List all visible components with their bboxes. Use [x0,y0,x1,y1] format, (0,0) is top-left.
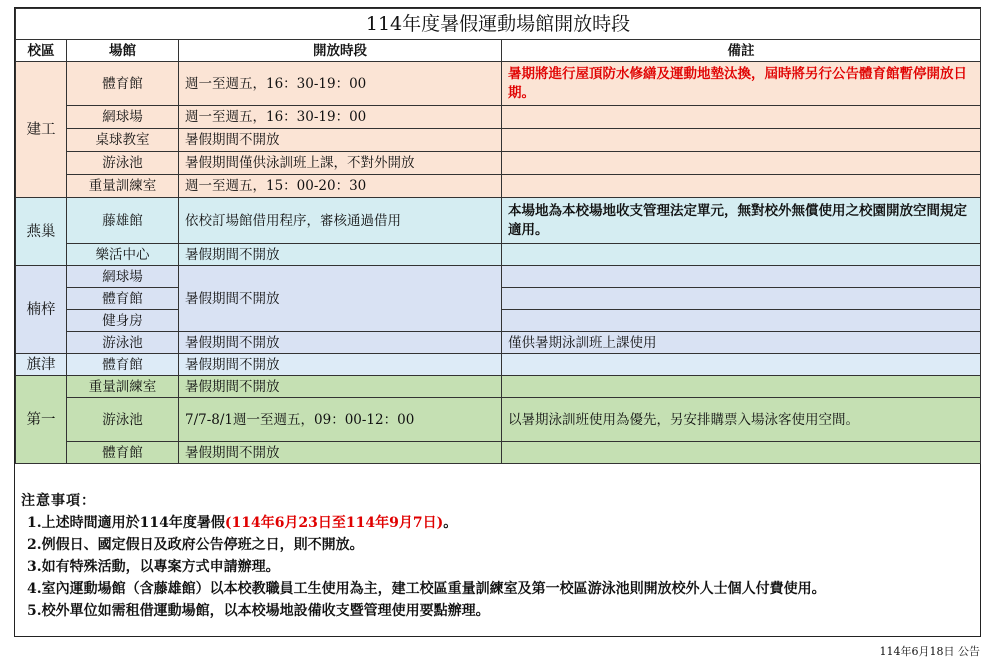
header-notes: 備註 [502,40,981,62]
title-row [16,9,981,40]
table-row [16,129,981,152]
note-cell [502,288,981,310]
hours-cell: 週一至週五，15：00-20：30 [179,175,502,198]
note-cell: 以暑期泳訓班使用為優先，另安排購票入場泳客使用空間。 [502,398,981,442]
notice-item: 2.例假日、國定假日及政府公告停班之日，則不開放。 [27,537,364,553]
table-row [16,376,981,398]
table-row [16,62,981,106]
campus-cell: 旗津 [16,354,67,376]
hours-cell: 暑假期間不開放 [179,376,502,398]
hours-cell: 暑假期間不開放 [179,354,502,376]
note-cell [502,244,981,266]
hours-cell: 依校訂場館借用程序，審核通過借用 [179,198,502,244]
header-venue: 場館 [67,40,179,62]
notice-date-range: (114年6月23日至114年9月7日) [224,515,444,531]
hours-cell: 暑假期間不開放 [179,442,502,464]
venue-cell: 網球場 [67,106,179,129]
hours-cell: 暑假期間不開放 [179,266,502,332]
notice-item: 3.如有特殊活動，以專案方式申請辦理。 [27,559,280,575]
venue-cell: 樂活中心 [67,244,179,266]
notice-list [21,514,971,620]
page-title: 114年度暑假運動場館開放時段 [16,9,981,40]
note-cell [502,266,981,288]
hours-cell: 7/7-8/1週一至週五，09：00-12：00 [179,398,502,442]
hours-cell: 暑假期間僅供泳訓班上課，不對外開放 [179,152,502,175]
hours-cell: 週一至週五，16：30-19：00 [179,62,502,106]
note-cell [502,310,981,332]
table-row [16,198,981,244]
notice-item-text: 1.上述時間適用於114年度暑假 [27,515,225,531]
venue-cell: 游泳池 [67,398,179,442]
campus-cell: 建工 [16,62,67,198]
campus-cell: 第一 [16,376,67,464]
note-cell [502,376,981,398]
note-cell [502,106,981,129]
notice-item: 4.室內運動場館（含藤雄館）以本校教職員工生使用為主，建工校區重量訓練室及第一校區游泳池則開放校外人士個人付費使用。 [27,581,826,597]
note-cell: 本場地為本校場地收支管理法定單元，無對校外無償使用之校園開放空間規定適用。 [502,198,981,244]
venue-cell: 藤雄館 [67,198,179,244]
notice-item [27,514,971,532]
table-row [16,266,981,288]
venue-cell: 游泳池 [67,332,179,354]
notice-title: 注意事項： [21,493,96,509]
venue-cell: 重量訓練室 [67,376,179,398]
note-cell [502,354,981,376]
announcement-date: 114年6月18日 公告 [879,645,980,658]
venue-cell: 健身房 [67,310,179,332]
hours-cell: 暑假期間不開放 [179,244,502,266]
table-row [16,106,981,129]
schedule-sheet [14,7,981,637]
notice-item-text: 。 [443,515,458,531]
table-row [16,175,981,198]
note-cell [502,129,981,152]
hours-cell: 暑假期間不開放 [179,129,502,152]
note-cell: 僅供暑期泳訓班上課使用 [502,332,981,354]
table-row [16,398,981,442]
venue-cell: 體育館 [67,62,179,106]
table-row [16,442,981,464]
header-campus: 校區 [16,40,67,62]
campus-cell: 燕巢 [16,198,67,266]
hours-cell: 週一至週五，16：30-19：00 [179,106,502,129]
table-row [16,332,981,354]
header-row [16,40,981,62]
note-cell [502,152,981,175]
schedule-table [15,8,981,464]
note-cell [502,175,981,198]
campus-cell: 楠梓 [16,266,67,354]
venue-cell: 網球場 [67,266,179,288]
table-row [16,152,981,175]
note-cell [502,442,981,464]
venue-cell: 體育館 [67,288,179,310]
venue-cell: 體育館 [67,442,179,464]
venue-cell: 重量訓練室 [67,175,179,198]
table-row [16,244,981,266]
hours-cell: 暑假期間不開放 [179,332,502,354]
header-hours: 開放時段 [179,40,502,62]
notice-item: 5.校外單位如需租借運動場館，以本校場地設備收支暨管理使用要點辦理。 [27,603,490,619]
venue-cell: 桌球教室 [67,129,179,152]
note-cell: 暑期將進行屋頂防水修繕及運動地墊汰換，屆時將另行公告體育館暫停開放日期。 [502,62,981,106]
venue-cell: 游泳池 [67,152,179,175]
notice-section [21,490,971,624]
venue-cell: 體育館 [67,354,179,376]
table-row [16,354,981,376]
